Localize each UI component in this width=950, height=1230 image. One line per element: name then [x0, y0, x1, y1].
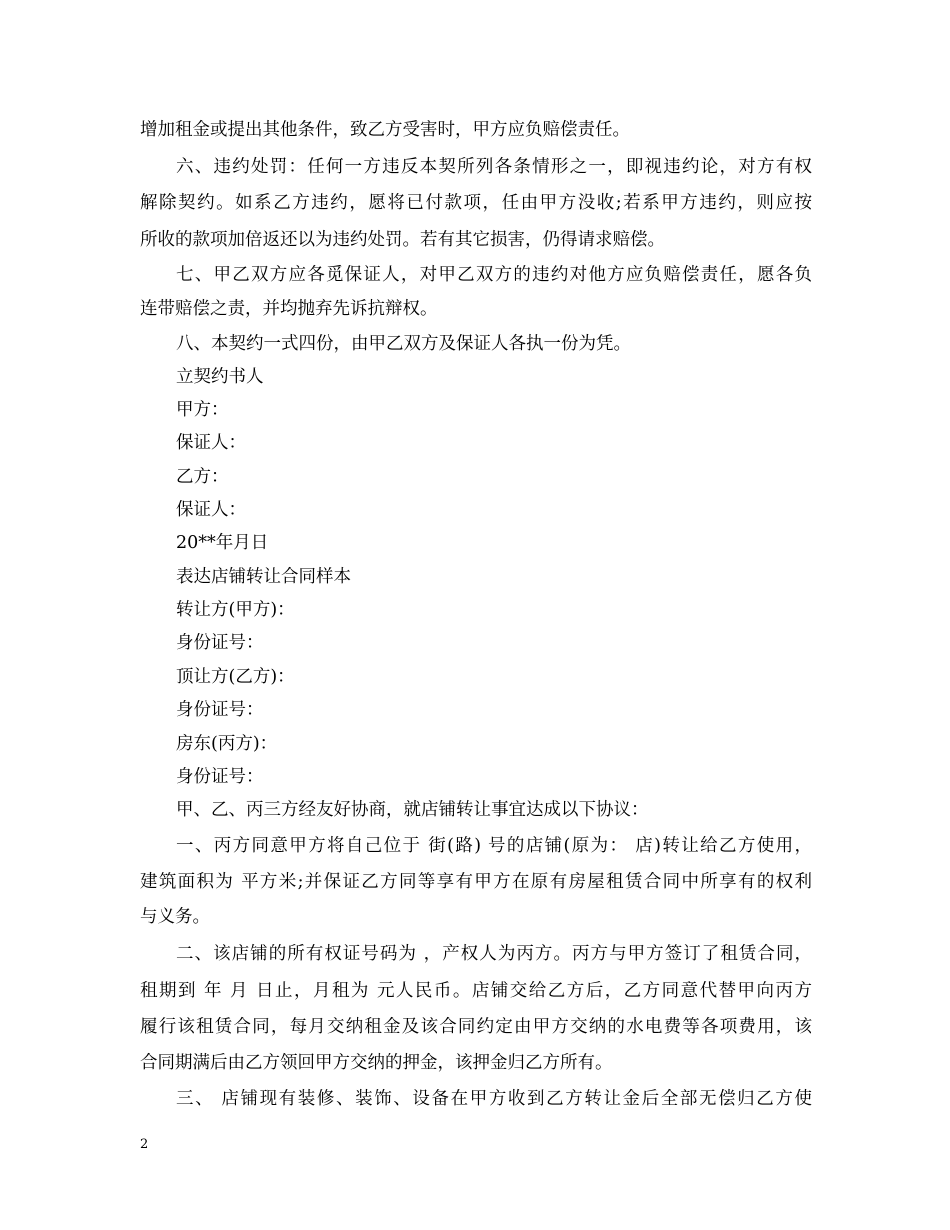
clause-eight-line: 八、本契约一式四份，由甲乙双方及保证人各执一份为凭。 [176, 334, 631, 354]
section-title: 表达店铺转让合同样本 [176, 567, 351, 587]
clause-seven-line-1: 七、甲乙双方应各觅保证人，对甲乙双方的违约对他方应负赔偿责任，愿各负 [176, 265, 812, 285]
id-number-label-b: 身份证号： [176, 700, 264, 720]
clause-one-line-3: 与义务。 [140, 907, 210, 927]
clause-two-line-4: 合同期满后由乙方领回甲方交纳的押金，该押金归乙方所有。 [140, 1053, 613, 1073]
clause-six-line-1: 六、违约处罚：任何一方违反本契所列各条情形之一，即视违约论，对方有权 [176, 157, 812, 177]
paragraph-line: 增加租金或提出其他条件，致乙方受害时，甲方应负赔偿责任。 [140, 120, 630, 140]
transferee-label: 顶让方(乙方)： [176, 667, 295, 687]
guarantor-a-label: 保证人： [176, 433, 246, 453]
clause-three-line-1: 三、 店铺现有装修、装饰、设备在甲方收到乙方转让金后全部无偿归乙方使 [176, 1089, 812, 1109]
clause-one-line-2: 建筑面积为 平方米;并保证乙方同等享有甲方在原有房屋租赁合同中所享有的权利 [140, 872, 812, 892]
date-line: 20**年月日 [176, 533, 269, 553]
clause-seven-line-2: 连带赔偿之责，并均抛弃先诉抗辩权。 [140, 299, 438, 319]
id-number-label-c: 身份证号： [176, 767, 264, 787]
page-number: 2 [140, 1137, 149, 1152]
clause-two-line-3: 履行该租赁合同，每月交纳租金及该合同约定由甲方交纳的水电费等各项费用，该 [140, 1017, 812, 1037]
clause-one-line-1: 一、丙方同意甲方将自己位于 街(路) 号的店铺(原为： 店)转让给乙方使用， [176, 836, 812, 856]
clause-two-line-1: 二、该店铺的所有权证号码为 ，产权人为丙方。丙方与甲方签订了租赁合同， [176, 944, 812, 964]
signatories-heading: 立契约书人 [176, 367, 264, 387]
party-b-label: 乙方： [176, 467, 229, 487]
guarantor-b-label: 保证人： [176, 500, 246, 520]
landlord-label: 房东(丙方)： [176, 734, 278, 754]
clause-six-line-3: 所收的款项加倍返还以为违约处罚。若有其它损害，仍得请求赔偿。 [140, 230, 665, 250]
transferor-label: 转让方(甲方)： [176, 600, 295, 620]
agreement-intro: 甲、乙、丙三方经友好协商，就店铺转让事宜达成以下协议： [176, 800, 649, 820]
id-number-label-a: 身份证号： [176, 633, 264, 653]
clause-six-line-2: 解除契约。如系乙方违约，愿将已付款项，任由甲方没收;若系甲方违约，则应按 [140, 193, 812, 213]
party-a-label: 甲方： [176, 400, 229, 420]
clause-two-line-2: 租期到 年 月 日止，月租为 元人民币。店铺交给乙方后，乙方同意代替甲向丙方 [140, 981, 812, 1001]
